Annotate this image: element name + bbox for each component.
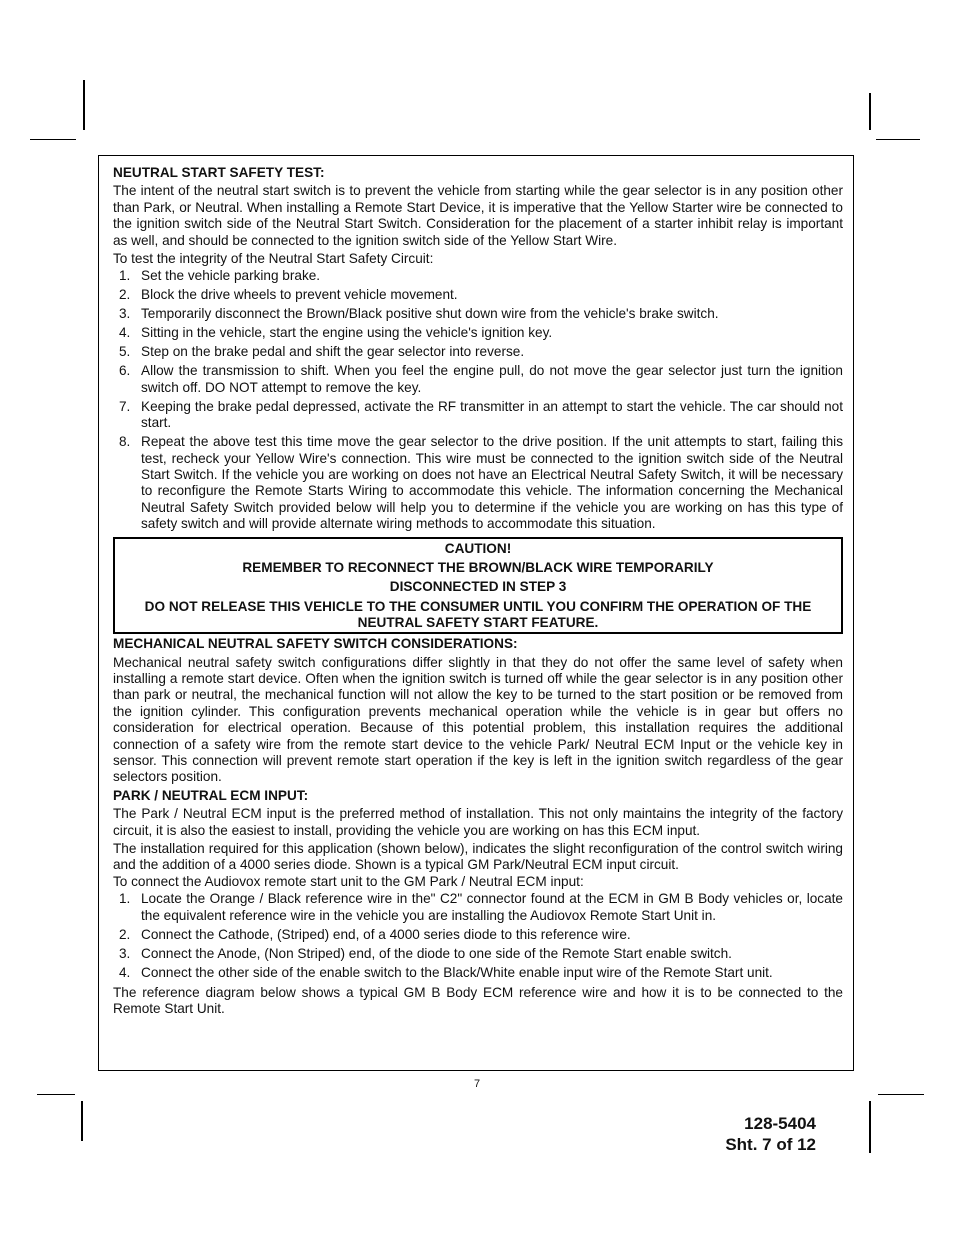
sheet-info	[725, 1113, 816, 1155]
crop-mark	[30, 139, 76, 140]
step-number: 2.	[119, 287, 131, 303]
step-number: 1.	[119, 891, 131, 907]
step-number: 1.	[119, 268, 131, 284]
caution-title: CAUTION!	[444, 540, 512, 556]
step-number: 4.	[119, 964, 131, 980]
neutral-test-lead: To test the integrity of the Neutral Start Safety Circuit:	[113, 251, 434, 267]
step-number: 5.	[119, 344, 131, 360]
step-text: Step on the brake pedal and shift the gear selector into reverse.	[141, 344, 525, 360]
park-neutral-paragraph: The Park / Neutral ECM input is the preferred method of installation. This not only maintains the integrity of the factory circuit, it is also the easiest to install, providing the vehicle you are working on has this ECM input.	[113, 806, 843, 838]
step-text: Repeat the above test this time move the gear selector to the drive position. If the unit attempts to start, failing this test, recheck your Yellow Wire's connection. This wire must be connected to the ignition switch side of the Neutral Start Switch. If the vehicle you are working on does not have an Electrical Neutral Safety Switch, it will be necessary to reconfigure the Remote Starts Wiring to accommodate this vehicle. The information concerning the Mechanical Neutral Safety Switch provided below will help you to determine if the vehicle you are working on has this type of safety switch and will provide alternate wiring methods to accommodate this situation.	[141, 434, 843, 532]
crop-mark	[869, 93, 871, 130]
crop-mark	[37, 1094, 75, 1095]
step-number: 4.	[119, 325, 131, 341]
neutral-test-steps	[113, 268, 843, 532]
list-item	[113, 946, 843, 962]
step-text: Connect the other side of the enable switch to the Black/White enable input wire of the Remote Start unit.	[141, 964, 773, 980]
content-body	[113, 165, 843, 1018]
list-item	[113, 325, 843, 341]
mechanical-heading: MECHANICAL NEUTRAL SAFETY SWITCH CONSIDERATIONS:	[113, 636, 518, 652]
step-text: Block the drive wheels to prevent vehicle movement.	[141, 287, 458, 303]
page-number: 7	[473, 1078, 481, 1090]
step-number: 3.	[119, 306, 131, 322]
mechanical-text: Mechanical neutral safety switch configurations differ slightly in that they do not offer the same level of safety when installing a remote start device. Often when the ignition switch is turned off while the gear selector is in any position other than park or neutral, the mechanical function will not allow the key to be turned to the start position or be removed from the ignition cylinder. This configuration prevents mechanical operation while the vehicle is in gear but offers no consideration for electrical operation. Because of this potential problem, this installation requires the additional connection of a safety wire from the remote start device to the vehicle Park/ Neutral ECM Input or the vehicle key in sensor. This connection will prevent remote start operation if the key is left in the ignition switch regardless of the gear selectors position.	[113, 654, 843, 785]
step-number: 6.	[119, 363, 131, 379]
content-frame	[98, 155, 854, 1071]
list-item	[113, 891, 843, 924]
crop-mark	[869, 1101, 871, 1153]
step-text: Keeping the brake pedal depressed, activate the RF transmitter in an attempt to start the vehicle. The car should not start.	[141, 398, 843, 431]
caution-box	[113, 537, 843, 634]
step-text: Set the vehicle parking brake.	[141, 268, 321, 284]
list-item	[113, 927, 843, 943]
crop-mark	[83, 80, 85, 130]
step-text: Connect the Anode, (Non Striped) end, of the diode to one side of the Remote Start enable switch.	[141, 945, 732, 961]
step-text: Connect the Cathode, (Striped) end, of a 4000 series diode to this reference wire.	[141, 926, 631, 942]
caution-line: DISCONNECTED IN STEP 3	[389, 579, 567, 595]
document-number: 128-5404	[744, 1114, 816, 1133]
list-item	[113, 268, 843, 284]
step-text: Locate the Orange / Black reference wire in the" C2" connector found at the ECM in GM B Body vehicles or, locate the equivalent reference wire in the vehicle you are installing the Audiovox Remote Start Unit in.	[141, 891, 843, 923]
list-item	[113, 306, 843, 322]
step-text: Allow the transmission to shift. When you feel the engine pull, do not move the gear selector just turn the ignition switch off. DO NOT attempt to remove the key.	[141, 363, 843, 395]
sheet-number: Sht. 7 of 12	[725, 1135, 816, 1154]
crop-mark	[878, 1094, 924, 1095]
step-text: Temporarily disconnect the Brown/Black positive shut down wire from the vehicle's brake switch.	[141, 306, 719, 322]
step-number: 7.	[119, 398, 131, 414]
park-neutral-steps	[113, 891, 843, 981]
park-neutral-lead: To connect the Audiovox remote start unit to the GM Park / Neutral ECM input:	[113, 873, 584, 889]
neutral-test-intro: The intent of the neutral start switch is to prevent the vehicle from starting while the gear selector is in any position other than Park, or Neutral. When installing a Remote Start Device, it is imperative that the Yellow Starter wire be connected to the ignition switch side of the Neutral Start Switch. Consideration for the placement of a starter inhibit relay is important as well, and should be connected to the ignition switch side of the Yellow Start Wire.	[113, 183, 843, 248]
crop-mark	[81, 1101, 83, 1141]
step-number: 2.	[119, 926, 131, 942]
list-item	[113, 287, 843, 303]
closing-paragraph: The reference diagram below shows a typical GM B Body ECM reference wire and how it is to be connected to the Remote Start Unit.	[113, 985, 843, 1017]
park-neutral-heading: PARK / NEUTRAL ECM INPUT:	[113, 787, 309, 803]
list-item	[113, 344, 843, 360]
list-item	[113, 965, 843, 981]
list-item	[113, 363, 843, 396]
list-item	[113, 434, 843, 532]
park-neutral-paragraph: The installation required for this application (shown below), indicates the slight reconfiguration of the control switch wiring and the addition of a 4000 series diode. Shown is a typical GM Park/Neutral ECM input circuit.	[113, 841, 843, 873]
list-item	[113, 399, 843, 432]
caution-line: DO NOT RELEASE THIS VEHICLE TO THE CONSUMER UNTIL YOU CONFIRM THE OPERATION OF THE NEUTRAL SAFETY START FEATURE.	[144, 598, 812, 630]
step-number: 3.	[119, 945, 131, 961]
neutral-test-heading: NEUTRAL START SAFETY TEST:	[113, 165, 325, 180]
caution-line: REMEMBER TO RECONNECT THE BROWN/BLACK WIRE TEMPORARILY	[242, 559, 714, 575]
crop-mark	[876, 139, 920, 140]
step-number: 8.	[119, 434, 131, 450]
step-text: Sitting in the vehicle, start the engine using the vehicle's ignition key.	[141, 325, 553, 341]
